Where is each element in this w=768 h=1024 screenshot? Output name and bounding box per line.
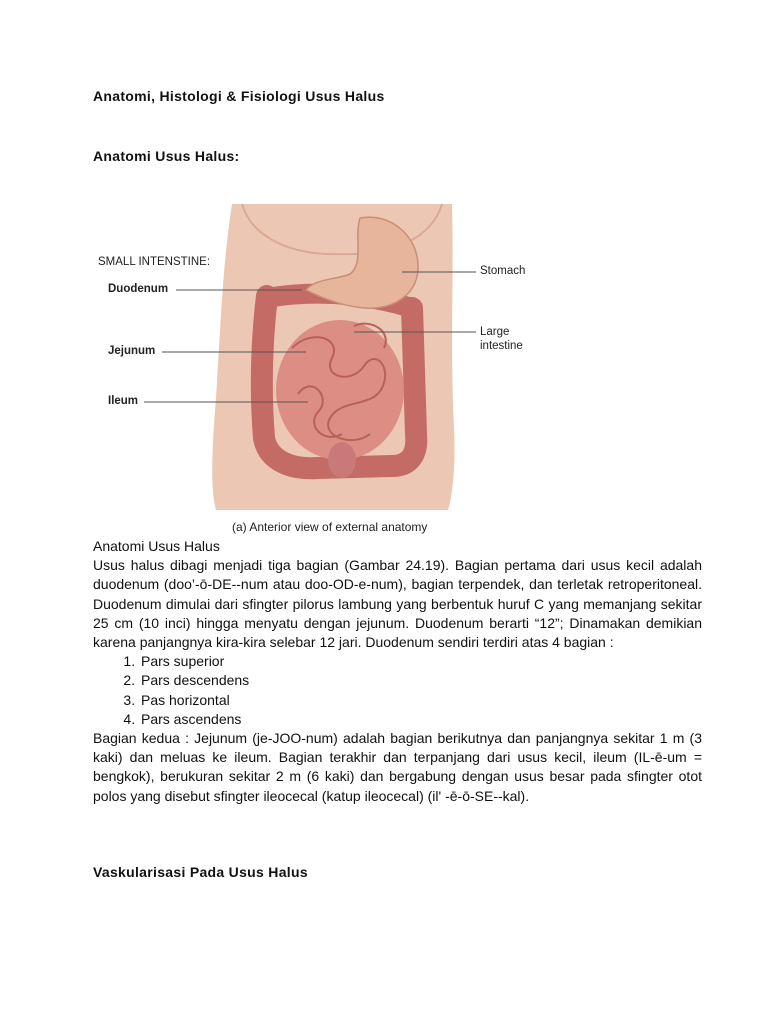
section-heading-vascularization: Vaskularisasi Pada Usus Halus <box>93 864 308 880</box>
label-jejunum: Jejunum <box>108 345 156 357</box>
figure-heading: SMALL INTENSTINE: <box>98 256 211 268</box>
label-stomach: Stomach <box>480 265 526 277</box>
paragraph-title: Anatomi Usus Halus <box>93 538 220 554</box>
intestine-illustration <box>92 198 542 540</box>
label-large-intestine-line1: Large <box>480 326 510 338</box>
body-text <box>93 537 702 806</box>
section-heading-anatomy: Anatomi Usus Halus: <box>93 148 240 164</box>
duodenum-parts-list <box>93 652 702 729</box>
list-item: 3. Pas horizontal <box>139 691 702 710</box>
label-large-intestine-line2: intestine <box>480 340 523 352</box>
paragraph-duodenum: Usus halus dibagi menjadi tiga bagian (Gambar 24.19). Bagian pertama dari usus kecil adalah duodenum (doo’-ō-DE--num atau doo-OD-e-num), bagian terpendek, dan terletak retroperitoneal. Duodenum dimulai dari sfingter pilorus lambung yang berbentuk huruf C yang memanjang sekitar 25 cm (10 inci) hingga menyatu dengan jejunum. Duodenum berarti “12”; Dinamakan demikian karena panjangnya kira-kira selebar 12 jari. Duodenum sendiri terdiri atas 4 bagian : <box>93 557 702 651</box>
list-item: 1. Pars superior <box>139 652 702 671</box>
list-item: 4. Pars ascendens <box>139 710 702 729</box>
figure-caption: (a) Anterior view of external anatomy <box>232 520 428 534</box>
label-duodenum: Duodenum <box>108 283 169 295</box>
list-item: 2. Pars descendens <box>139 671 702 690</box>
label-ileum: Ileum <box>108 395 139 407</box>
document-title: Anatomi, Histologi & Fisiologi Usus Halus <box>93 88 385 104</box>
bladder-shape <box>328 442 356 478</box>
paragraph-jejunum-ileum: Bagian kedua : Jejunum (je-JOO-num) adalah bagian berikutnya dan panjangnya sekitar 1 m (3 kaki) dan meluas ke ileum. Bagian terakhir dan terpanjang dari usus kecil, ileum (IL-ē-um = bengkok), berukuran sekitar 2 m (6 kaki) dan bergabung dengan usus besar pada sfingter otot polos yang disebut sfingter ileocecal (katup ileocecal) (il' -ē-ō-SE--kal). <box>93 730 702 804</box>
anatomy-figure <box>92 198 542 540</box>
